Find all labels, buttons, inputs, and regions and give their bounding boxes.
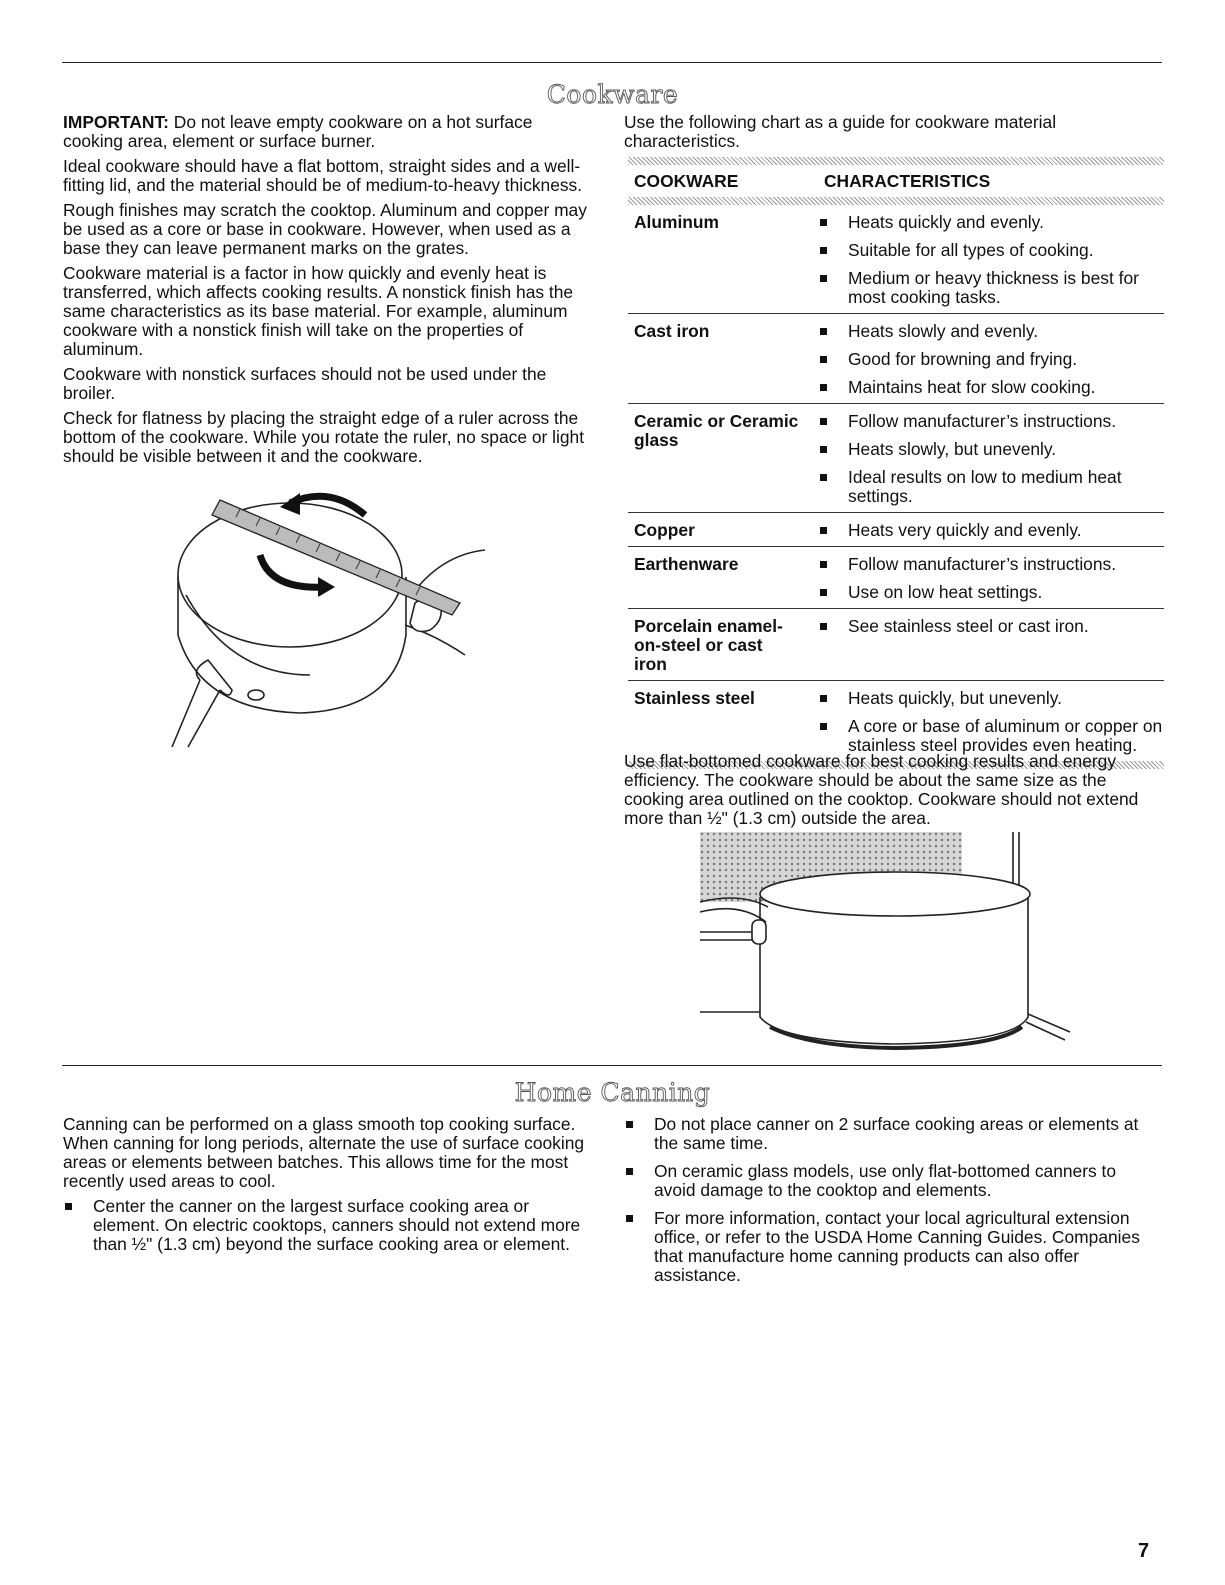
characteristic-item: Follow manufacturer’s instructions. — [818, 555, 1164, 574]
table-row — [628, 404, 1164, 513]
characteristic-item: A core or base of aluminum or copper on stainless steel provides even heating. — [818, 717, 1164, 755]
canning-left-column — [63, 1115, 593, 1263]
bullet-square-icon — [820, 723, 827, 730]
top-rule — [62, 62, 1162, 63]
bullet-square-icon — [626, 1215, 633, 1222]
column-header-cookware: COOKWARE — [634, 171, 739, 191]
bullet-square-icon — [820, 384, 827, 391]
bullet-square-icon — [626, 1168, 633, 1175]
table-row — [628, 681, 1164, 761]
table-header-row — [628, 165, 1164, 197]
canning-bullet: On ceramic glass models, use only flat-bottomed canners to avoid damage to the cooktop and elements. — [624, 1162, 1156, 1200]
bullet-square-icon — [820, 695, 827, 702]
paragraph-nonstick: Cookware with nonstick surfaces should not be used under the broiler. — [63, 364, 547, 403]
canning-rule — [62, 1065, 1162, 1066]
characteristic-item: Heats slowly, but unevenly. — [818, 440, 1164, 459]
cookware-characteristics-table — [628, 157, 1164, 769]
bullet-square-icon — [626, 1121, 633, 1128]
material-name: Stainless steel — [634, 688, 755, 708]
table-header-hatch — [628, 197, 1164, 205]
characteristic-item: Heats quickly and evenly. — [818, 213, 1164, 232]
bullet-square-icon — [820, 527, 827, 534]
material-name: Porcelain enamel-on-steel or cast iron — [634, 616, 783, 674]
table-row — [628, 205, 1164, 314]
bullet-square-icon — [820, 623, 827, 630]
table-top-hatch — [628, 157, 1164, 165]
bullet-square-icon — [820, 589, 827, 596]
pot-on-cooktop-illustration — [700, 832, 1080, 1054]
bullet-square-icon — [820, 446, 827, 453]
characteristic-item: Suitable for all types of cooking. — [818, 241, 1164, 260]
material-name: Ceramic or Ceramic glass — [634, 411, 799, 450]
characteristic-item: Heats very quickly and evenly. — [818, 521, 1164, 540]
cookware-heading: Cookware — [546, 80, 679, 109]
paragraph-cookware-material: Cookware material is a factor in how quickly and evenly heat is transferred, which affects cooking results. A nonstick finish has the same characteristics as its base material. For example, aluminum cookware with a nonstick finish will take on the properties of aluminum. — [63, 263, 574, 359]
material-name: Earthenware — [634, 554, 739, 574]
bullet-square-icon — [820, 219, 827, 226]
characteristic-item: See stainless steel or cast iron. — [818, 617, 1164, 636]
characteristic-item: Maintains heat for slow cooking. — [818, 378, 1164, 397]
table-row — [628, 314, 1164, 404]
characteristic-item: Heats quickly, but unevenly. — [818, 689, 1164, 708]
characteristic-item: Good for browning and frying. — [818, 350, 1164, 369]
canning-bullet: Center the canner on the largest surface cooking area or element. On electric cooktops, canners should not extend more than ½" (1.3 cm) beyond the surface cooking area or element. — [63, 1197, 593, 1254]
table-row — [628, 513, 1164, 547]
characteristic-item: Follow manufacturer’s instructions. — [818, 412, 1164, 431]
paragraph-flat-bottomed: Use flat-bottomed cookware for best cooking results and energy efficiency. The cookware should be about the same size as the cooking area outlined on the cooktop. Cookware should not extend more than ½" (1.3 cm) outside the area. — [624, 751, 1139, 828]
characteristic-item: Ideal results on low to medium heat settings. — [818, 468, 1164, 506]
canning-bullet: Do not place canner on 2 surface cooking areas or elements at the same time. — [624, 1115, 1156, 1153]
page-number: 7 — [1138, 1540, 1150, 1562]
paragraph-rough-finishes: Rough finishes may scratch the cooktop. Aluminum and copper may be used as a core or base in cookware. However, when used as a base they can leave permanent marks on the grates. — [63, 200, 587, 258]
canning-heading: Home Canning — [514, 1078, 711, 1107]
ruler-on-pan-illustration — [160, 485, 500, 755]
material-name: Copper — [634, 520, 695, 540]
paragraph-ideal-cookware: Ideal cookware should have a flat bottom, straight sides and a well-fitting lid, and the material should be of medium-to-heavy thickness. — [63, 156, 583, 195]
chart-intro: Use the following chart as a guide for cookware material characteristics. — [624, 112, 1057, 151]
material-name: Aluminum — [634, 212, 720, 232]
bullet-square-icon — [820, 474, 827, 481]
material-name: Cast iron — [634, 321, 710, 341]
characteristic-item: Heats slowly and evenly. — [818, 322, 1164, 341]
characteristic-item: Medium or heavy thickness is best for most cooking tasks. — [818, 269, 1164, 307]
cookware-left-column — [63, 113, 593, 472]
table-row — [628, 609, 1164, 681]
canning-right-column — [624, 1115, 1156, 1294]
bullet-square-icon — [820, 356, 827, 363]
paragraph-flatness: Check for flatness by placing the straight edge of a ruler across the bottom of the cookware. While you rotate the ruler, no space or light should be visible between it and the cookware. — [63, 408, 585, 466]
column-header-characteristics: CHARACTERISTICS — [824, 171, 991, 191]
table-row — [628, 547, 1164, 609]
bullet-square-icon — [65, 1203, 72, 1210]
paragraph-important: IMPORTANT: Do not leave empty cookware on a hot surface cooking area, element or surface burner. — [63, 112, 533, 151]
canning-intro: Canning can be performed on a glass smooth top cooking surface. When canning for long periods, alternate the use of surface cooking areas or elements between batches. This allows time for the most recently used areas to cool. — [63, 1114, 585, 1191]
bullet-square-icon — [820, 275, 827, 282]
bullet-square-icon — [820, 561, 827, 568]
characteristic-item: Use on low heat settings. — [818, 583, 1164, 602]
bullet-square-icon — [820, 328, 827, 335]
canning-bullet: For more information, contact your local agricultural extension office, or refer to the USDA Home Canning Guides. Companies that manufacture home canning products can also offer assistance. — [624, 1209, 1156, 1285]
bullet-square-icon — [820, 247, 827, 254]
bullet-square-icon — [820, 418, 827, 425]
